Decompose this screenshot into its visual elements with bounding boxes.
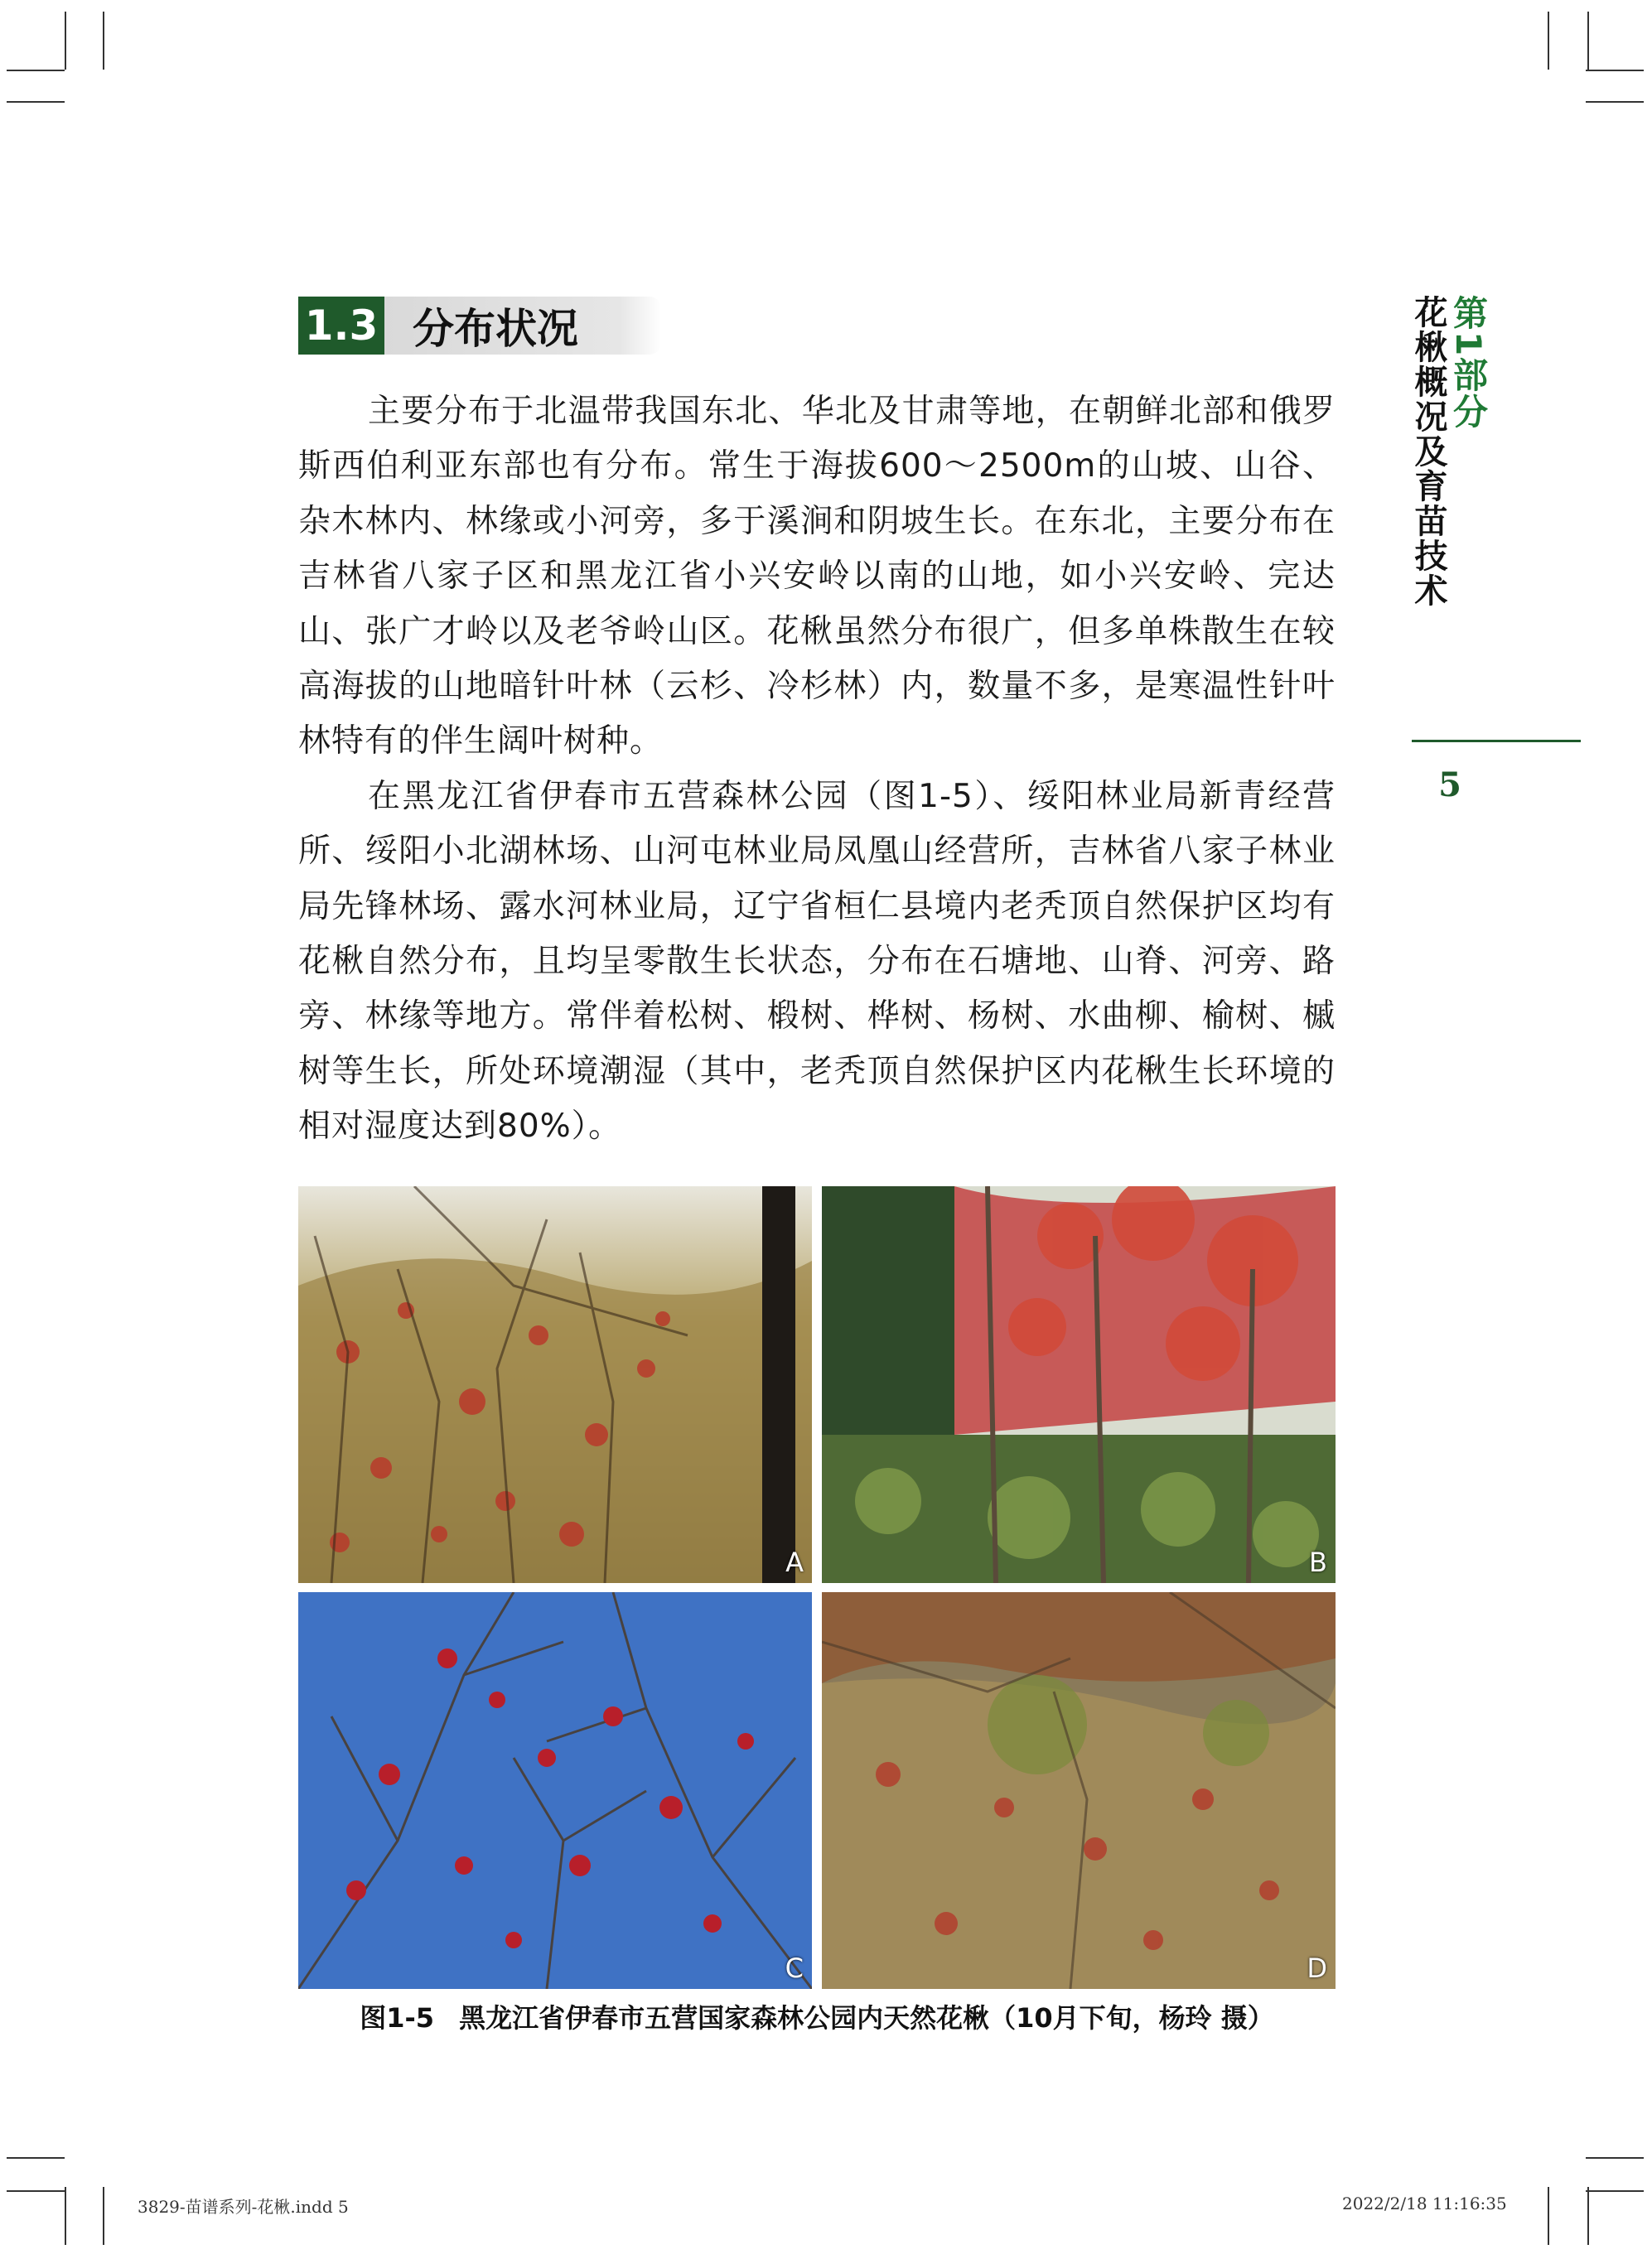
rowan-berries-sky-photo [298, 1592, 812, 1989]
figure-label: 图1-5 [360, 2002, 435, 2034]
panel-label: A [785, 1547, 804, 1578]
crop-mark [1587, 2187, 1589, 2245]
crop-mark [1548, 2187, 1549, 2245]
autumn-forest-photo [298, 1186, 812, 1583]
body-text [298, 384, 1336, 1155]
section-title: 分布状况 [384, 297, 661, 355]
panel-label: C [785, 1952, 804, 1984]
crop-mark [1586, 101, 1644, 103]
panel-label: B [1309, 1547, 1327, 1578]
panel-label: D [1307, 1952, 1327, 1984]
photo-panel-b [822, 1186, 1336, 1583]
page-number: 5 [1438, 765, 1461, 804]
crop-mark [1548, 12, 1549, 70]
paragraph: 主要分布于北温带我国东北、华北及甘肃等地，在朝鲜北部和俄罗斯西伯利亚东部也有分布。常生于海拔600～2500m的山坡、山谷、杂木林内、林缘或小河旁，多于溪涧和阴坡生长。在东北，主要分布在吉林省八家子区和黑龙江省小兴安岭以南的山地，如小兴安岭、完达山、张广才岭以及老爷岭山区。花楸虽然分布很广，但多单株散生在较高海拔的山地暗针叶林（云杉、冷杉林）内，数量不多，是寒温性针叶林特有的伴生阔叶树种。 [298, 393, 1336, 760]
crop-mark [1586, 70, 1644, 71]
timestamp-slug: 2022/2/18 11:16:35 [1342, 2194, 1507, 2213]
figure-caption [298, 1997, 1336, 2035]
figure-caption-text: 黑龙江省伊春市五营国家森林公园内天然花楸（10月下旬，杨玲 摄） [459, 2002, 1274, 2034]
part-title: 花楸概况及育苗技术 [1409, 295, 1447, 608]
autumn-forest-photo [822, 1186, 1336, 1583]
crop-mark [65, 2187, 66, 2245]
side-divider [1412, 740, 1581, 742]
crop-mark [7, 2157, 65, 2159]
crop-mark [7, 70, 65, 71]
crop-mark [65, 12, 66, 70]
part-label: 第1部分 [1448, 295, 1489, 431]
crop-mark [7, 101, 65, 103]
section-heading [298, 297, 661, 355]
photo-panel-a [298, 1186, 812, 1583]
file-slug: 3829-苗谱系列-花楸.indd 5 [138, 2197, 349, 2217]
paragraph: 在黑龙江省伊春市五营森林公园（图1-5）、绥阳林业局新青经营所、绥阳小北湖林场、山河屯林业局凤凰山经营所，吉林省八家子林业局先锋林场、露水河林业局，辽宁省桓仁县境内老秃顶自然保护区均有花楸自然分布，且均呈零散生长状态，分布在石塘地、山脊、河旁、路旁、林缘等地方。常伴着松树、椴树、桦树、杨树、水曲柳、榆树、槭树等生长，所处环境潮湿（其中，老秃顶自然保护区内花楸生长环境的相对湿度达到80%）。 [298, 777, 1336, 1146]
photo-panel-d [822, 1592, 1336, 1989]
crop-mark [103, 2187, 104, 2245]
crop-mark [103, 12, 104, 70]
crop-mark [1587, 12, 1589, 70]
autumn-hillside-photo [822, 1592, 1336, 1989]
crop-mark [1586, 2157, 1644, 2159]
photo-panel-c [298, 1592, 812, 1989]
crop-mark [1586, 2190, 1644, 2192]
crop-mark [7, 2190, 65, 2192]
section-number: 1.3 [298, 297, 384, 355]
